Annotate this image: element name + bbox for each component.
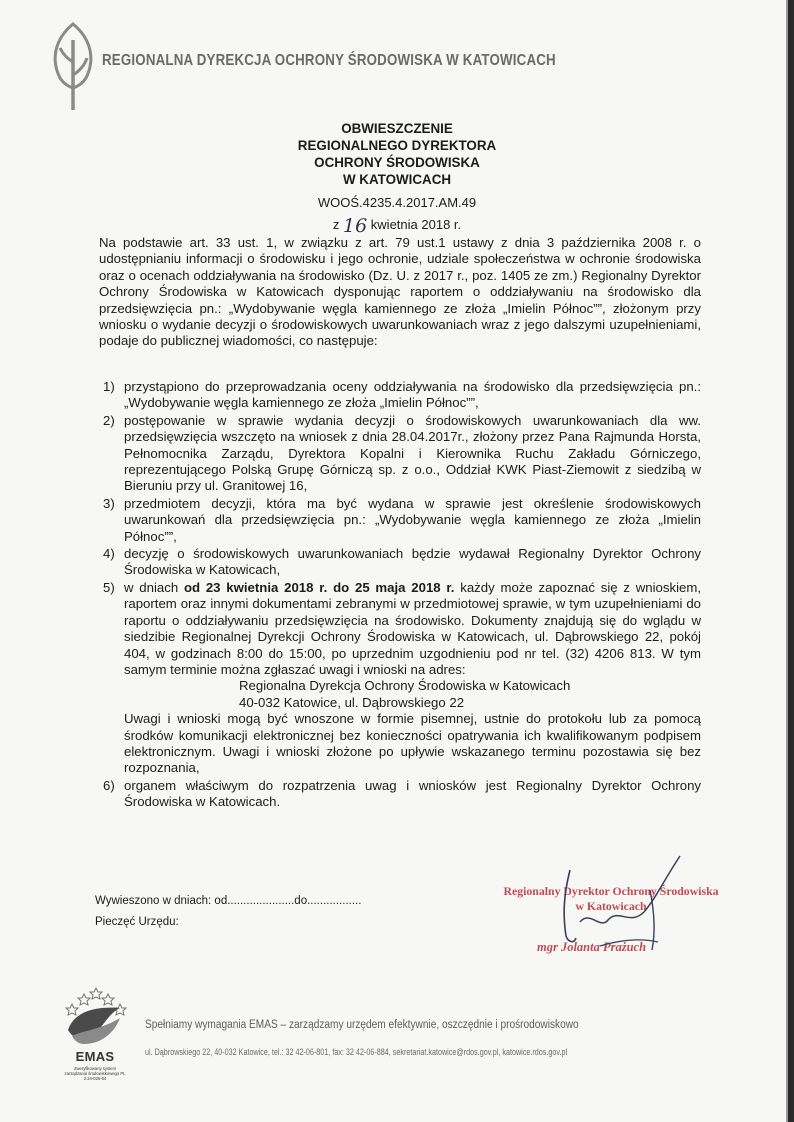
list-text-after: Uwagi i wnioski mogą być wnoszone w formie pisemnej, ustnie do protokołu lub za pomocą środków komunikacji elektronicznej bez konieczności opatrywania ich kwalifikowanym podpisem elektronicznym. Uwagi i wnioski złożone po upływie wskazanego terminu pozostawia się bez rozpoznania,: [124, 711, 701, 776]
stamp-line: w Katowicach: [575, 899, 647, 913]
list-number: 2): [103, 412, 115, 428]
footer-contact-address: ul. Dąbrowskiego 22, 40-032 Katowice, tel.: 32 42-06-801, fax: 32 42-06-884, sekretariat.katowice@rdos.gov.pl, katowice.rdos.gov.pl: [145, 1047, 568, 1057]
stamp-line: Regionalny Dyrektor Ochrony Środowiska: [503, 884, 719, 898]
list-text: przedmiotem decyzji, która ma być wydana w sprawie jest określenie środowiskowych uwarunkowań dla przedsięwzięcia pn.: „Wydobywanie węgla kamiennego ze złoża „Imielin Północ””,: [124, 495, 701, 544]
list-text-post: każdy może zapoznać się z wnioskiem, raportem oraz innymi dokumentami zebranymi w przedmiotowej sprawie, w tym uzupełnieniami do raportu o oddziaływaniu przedsięwzięcia na środowisko. Dokumenty znajdują się do wglądu w siedzibie Regionalnej Dyrekcji Ochrony Środowiska w Katowicach, ul. Dąbrowskiego 22, pokój 404, w godzinach 8:00 do 15:00, po uprzednim uzgodnieniu pod nr tel. (32) 4206 813. W tym samym terminie można zgłaszać uwagi i wnioski na adres:: [124, 579, 701, 677]
date-day-handwritten: 16: [342, 215, 368, 237]
list-text-pre: w dniach: [124, 579, 184, 595]
list-item: [99, 580, 701, 777]
posted-dates-field: Wywieszono w dniach: od.....................do.................: [95, 895, 362, 907]
list-item: [99, 379, 701, 412]
list-text: decyzję o środowiskowych uwarunkowaniach będzie wydawał Regionalny Dyrektor Ochrony Środowiska w Katowicach,: [124, 546, 701, 578]
consultation-period: od 23 kwietnia 2018 r. do 25 maja 2018 r.: [183, 579, 455, 595]
list-number: 6): [103, 777, 115, 793]
office-seal-label: Pieczęć Urzędu:: [95, 916, 179, 928]
list-number: 1): [103, 379, 115, 394]
title-line: OCHRONY ŚRODOWISKA: [314, 155, 480, 170]
list-item: [99, 778, 701, 811]
leaf-logo-icon: [48, 20, 98, 112]
stamp-signatory: mgr Jolanta Prażuch: [537, 940, 647, 954]
title-line: REGIONALNEGO DYREKTORA: [297, 138, 497, 153]
list-text: postępowanie w sprawie wydania decyzji o środowiskowych uwarunkowaniach dla ww. przedsięwzięcia wszczęto na wniosek z dnia 28.04.2017r., złożony przez Pana Rajmunda Horsta, Pełnomocnika Zarządu, Dyrektora Kopalni i Kierownika Ruchu Zakładu Górniczego, reprezentującego Polską Grupę Górniczą sp. z o.o., Oddział KWK Piast-Ziemowit z siedzibą w Bieruniu przy ul. Granitowej 16,: [124, 412, 701, 494]
list-number: 3): [103, 495, 115, 511]
intro-paragraph: Na podstawie art. 33 ust. 1, w związku z art. 79 ust.1 ustawy z dnia 3 października 2008 r. o udostępnianiu informacji o środowisku i jego ochronie, udziale społeczeństwa w ochronie środowiska oraz o ocenach oddziaływania na środowisko (Dz. U. z 2017 r., poz. 1405 ze zm.) Regionalny Dyrektor Ochrony Środowiska w Katowicach dysponując raportem o oddziaływaniu na środowisko dla przedsięwzięcia pn.: „Wydobywanie węgla kamiennego ze złoża „Imielin Północ””, złożonym przy wniosku o wydanie decyzji o środowiskowych uwarunkowaniach wraz z jego dalszymi uzupełnieniami, podaje do publicznej wiadomości, co następuje:: [99, 235, 701, 349]
list-number: 5): [103, 579, 115, 595]
emas-label: EMAS: [75, 1049, 115, 1064]
list-item: [99, 496, 701, 545]
list-number: 4): [103, 546, 115, 562]
list-text: [124, 580, 701, 678]
reference-number: WOOŚ.4235.4.2017.AM.49: [317, 195, 477, 210]
list-text: organem właściwym do rozpatrzenia uwag i wniosków jest Regionalny Dyrektor Ochrony Środowiska w Katowicach.: [124, 777, 701, 810]
address-line: 40-032 Katowice, ul. Dąbrowskiego 22: [239, 694, 465, 710]
title-line: OBWIESZCZENIE: [341, 121, 453, 136]
document-title: [0, 120, 794, 188]
date-rest: kwietnia 2018 r.: [370, 217, 462, 232]
emas-logo-icon: [64, 1000, 124, 1048]
date-prefix: z: [332, 217, 340, 232]
footer-motto: Spełniamy wymagania EMAS – zarządzamy urzędem efektywnie, oszczędnie i prośrodowiskowo: [145, 1019, 579, 1031]
list-item: [99, 413, 701, 495]
title-line: W KATOWICACH: [342, 172, 452, 187]
list-text: przystąpiono do przeprowadzania oceny oddziaływania na środowisko dla przedsięwzięcia pn.: „Wydobywanie węgla kamiennego ze złoża „Imielin Północ””,: [124, 379, 701, 411]
emas-certificate-text: Zweryfikowany system zarządzania środowiskowego PL 2.24-025-64: [64, 1066, 126, 1081]
numbered-list: [99, 379, 701, 811]
handwritten-signature: [540, 850, 720, 960]
address-line: Regionalna Dyrekcja Ochrony Środowiska w Katowicach: [239, 678, 571, 694]
document-date: [0, 212, 794, 237]
organization-name: REGIONALNA DYREKCJA OCHRONY ŚRODOWISKA W KATOWICACH: [102, 52, 556, 69]
list-item: [99, 546, 701, 579]
